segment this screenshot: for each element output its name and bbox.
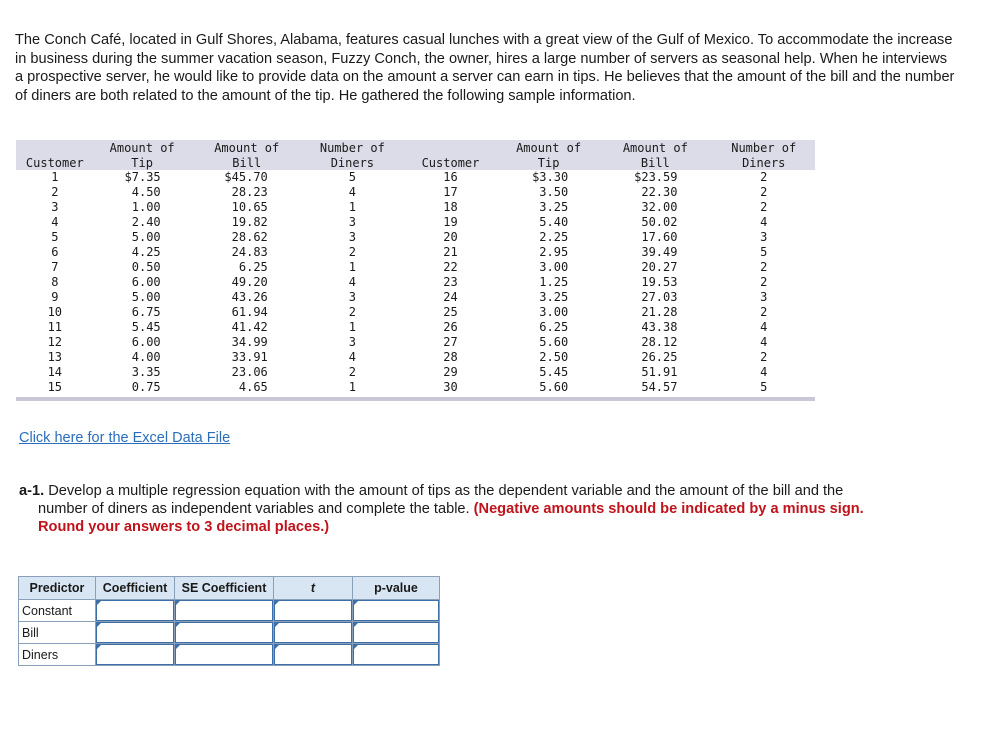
answer-header-t: t: [274, 577, 353, 600]
answer-row: [19, 600, 440, 622]
diners-cell: 1: [348, 320, 356, 334]
tip-cell: 5.00: [131, 230, 161, 244]
customer-cell: 6: [51, 245, 59, 259]
problem-intro: The Conch Café, located in Gulf Shores, Alabama, features casual lunches with a great view of the Gulf of Mexico. To accommodate the increase in business during the summer vacation season, Fuzzy Conch, the owner, hires a large number of servers as seasonal help. When he interviews a prospective server, he would like to provide data on the amount a server can earn in tips. He believes that the amount of the bill and the number of diners are both related to the amount of the tip. He gathered the following sample information.: [15, 32, 955, 104]
tip-cell: 5.45: [539, 365, 569, 379]
tip-cell: 5.60: [539, 335, 569, 349]
bill-cell: 61.94: [231, 305, 268, 319]
tip-cell: 3.00: [539, 260, 569, 274]
diners-cell: 3: [760, 230, 768, 244]
tip-cell: $3.30: [532, 170, 569, 184]
diners-cell: 2: [760, 305, 768, 319]
tip-cell: 6.00: [131, 335, 161, 349]
predictor-label: Diners: [19, 644, 96, 666]
data-row: [16, 275, 815, 290]
customer-cell: 24: [443, 290, 458, 304]
bill-cell: 33.91: [231, 350, 268, 364]
coefficient-input[interactable]: [96, 622, 174, 643]
regression-answer-table: [18, 576, 440, 666]
answer-header-p-value: p-value: [353, 577, 440, 600]
diners-cell: 3: [348, 230, 356, 244]
diners-cell: 5: [760, 245, 768, 259]
tip-cell: 3.00: [539, 305, 569, 319]
question-instruction: (Negative amounts should be indicated by a minus sign.: [473, 501, 864, 517]
bill-cell: 28.62: [231, 230, 268, 244]
bill-cell: 26.25: [641, 350, 678, 364]
bill-cell: 6.25: [238, 260, 268, 274]
tip-cell: 3.25: [539, 200, 569, 214]
customer-cell: 26: [443, 320, 458, 334]
header-customer: Customer: [16, 140, 94, 170]
bill-cell: 54.57: [598, 380, 712, 399]
data-row: [16, 230, 815, 245]
bill-cell: 32.00: [641, 200, 678, 214]
answer-row: [19, 644, 440, 666]
customer-cell: 11: [47, 320, 63, 334]
question-text: Develop a multiple regression equation with the amount of tips as the dependent variable and the amount of the bill and the: [48, 483, 844, 499]
data-row: [16, 320, 815, 335]
data-row: [16, 290, 815, 305]
diners-cell: 2: [760, 200, 768, 214]
tip-cell: 5.60: [499, 380, 598, 399]
tip-cell: 4.25: [131, 245, 161, 259]
header-bill: Amount of Bill: [191, 140, 303, 170]
tip-cell: 1.00: [131, 200, 161, 214]
t-input[interactable]: [274, 622, 352, 643]
p-value-input-cell: [353, 600, 440, 622]
tip-cell: 6.75: [131, 305, 161, 319]
diners-cell: 4: [348, 275, 356, 289]
bill-cell: 20.27: [641, 260, 678, 274]
answer-header-coefficient: Coefficient: [96, 577, 175, 600]
se-coefficient-input[interactable]: [175, 622, 273, 643]
customer-cell: 16: [443, 170, 458, 184]
data-row: [16, 200, 815, 215]
header-diners: Number of Diners: [303, 140, 402, 170]
data-row: [16, 380, 815, 399]
header-tip-2: Amount of Tip: [499, 140, 598, 170]
data-row: [16, 305, 815, 320]
diners-cell: 3: [348, 215, 356, 229]
answer-header-se-coefficient: SE Coefficient: [175, 577, 274, 600]
diners-cell: 1: [348, 260, 356, 274]
customer-cell: 2: [51, 185, 59, 199]
customer-cell: 7: [51, 260, 59, 274]
customer-cell: 10: [47, 305, 63, 319]
diners-cell: 2: [348, 245, 356, 259]
diners-cell: 1: [348, 200, 356, 214]
tip-cell: 6.00: [131, 275, 161, 289]
diners-cell: 2: [348, 305, 356, 319]
t-input-cell: [274, 622, 353, 644]
customer-cell: 12: [47, 335, 63, 349]
predictor-label: Bill: [19, 622, 96, 644]
customer-cell: 9: [51, 290, 59, 304]
data-row: [16, 260, 815, 275]
bill-cell: 19.53: [641, 275, 678, 289]
se-coefficient-input[interactable]: [175, 600, 273, 621]
se-coefficient-input-cell: [175, 644, 274, 666]
tip-cell: 2.50: [539, 350, 569, 364]
bill-cell: 17.60: [641, 230, 678, 244]
diners-cell: 4: [348, 185, 356, 199]
bill-cell: 24.83: [231, 245, 268, 259]
bill-cell: 43.26: [231, 290, 268, 304]
data-row: [16, 215, 815, 230]
header-diners-2: Number of Diners: [712, 140, 815, 170]
tip-cell: 2.95: [539, 245, 569, 259]
data-row: [16, 365, 815, 380]
customer-cell: 3: [51, 200, 59, 214]
tip-cell: 5.45: [131, 320, 161, 334]
data-row: [16, 170, 815, 185]
coefficient-input-cell: [96, 644, 175, 666]
predictor-label: Constant: [19, 600, 96, 622]
bill-cell: 49.20: [231, 275, 268, 289]
customer-cell: 22: [443, 260, 458, 274]
bill-cell: 21.28: [641, 305, 678, 319]
coefficient-input-cell: [96, 600, 175, 622]
question-text-2: number of diners as independent variables and complete the table.: [38, 501, 470, 517]
bill-cell: 41.42: [231, 320, 268, 334]
diners-cell: 2: [760, 185, 768, 199]
customer-cell: 5: [51, 230, 59, 244]
customer-cell: 27: [443, 335, 458, 349]
bill-cell: 34.99: [231, 335, 268, 349]
customer-cell: 14: [47, 365, 63, 379]
bill-cell: 19.82: [231, 215, 268, 229]
bill-cell: 27.03: [641, 290, 678, 304]
customer-cell: 25: [443, 305, 458, 319]
bill-cell: 10.65: [231, 200, 268, 214]
diners-cell: 1: [303, 380, 402, 399]
header-customer-2: Customer: [402, 140, 499, 170]
tip-cell: 4.50: [131, 185, 161, 199]
diners-cell: 2: [760, 170, 768, 184]
bill-cell: 28.12: [641, 335, 678, 349]
se-coefficient-input-cell: [175, 600, 274, 622]
bill-cell: 22.30: [641, 185, 678, 199]
data-row: [16, 335, 815, 350]
tips-data-table: [16, 140, 815, 401]
diners-cell: 3: [348, 290, 356, 304]
diners-cell: 4: [348, 350, 356, 364]
t-input-cell: [274, 644, 353, 666]
customer-cell: 23: [443, 275, 458, 289]
customer-cell: 20: [443, 230, 458, 244]
answer-row: [19, 622, 440, 644]
customer-cell: 28: [443, 350, 458, 364]
t-input[interactable]: [274, 644, 352, 665]
bill-cell: $45.70: [224, 170, 268, 184]
data-row: [16, 245, 815, 260]
p-value-input[interactable]: [353, 600, 439, 621]
diners-cell: 4: [760, 335, 768, 349]
diners-cell: 3: [760, 290, 768, 304]
tip-cell: 3.25: [539, 290, 569, 304]
question-a1: [19, 482, 939, 536]
coefficient-input-cell: [96, 622, 175, 644]
diners-cell: 2: [348, 365, 356, 379]
tip-cell: 2.40: [131, 215, 161, 229]
customer-cell: 21: [443, 245, 458, 259]
coefficient-input[interactable]: [96, 600, 174, 621]
bill-cell: 43.38: [641, 320, 678, 334]
tip-cell: 1.25: [539, 275, 569, 289]
question-label: a-1.: [19, 483, 45, 499]
customer-cell: 18: [443, 200, 458, 214]
tip-cell: 3.35: [131, 365, 161, 379]
data-table-header: [16, 140, 815, 170]
data-row: [16, 350, 815, 365]
p-value-input[interactable]: [353, 644, 439, 665]
customer-cell: 4: [51, 215, 59, 229]
diners-cell: 4: [760, 215, 768, 229]
diners-cell: 2: [760, 260, 768, 274]
diners-cell: 4: [760, 320, 768, 334]
customer-cell: 1: [51, 170, 59, 184]
customer-cell: 19: [443, 215, 458, 229]
tip-cell: 2.25: [539, 230, 569, 244]
header-tip: Amount of Tip: [94, 140, 191, 170]
diners-cell: 3: [348, 335, 356, 349]
p-value-input-cell: [353, 644, 440, 666]
t-input[interactable]: [274, 600, 352, 621]
excel-data-link[interactable]: Click here for the Excel Data File: [19, 430, 231, 446]
diners-cell: 5: [348, 170, 356, 184]
data-row: [16, 185, 815, 200]
p-value-input[interactable]: [353, 622, 439, 643]
customer-cell: 29: [443, 365, 458, 379]
bill-cell: 4.65: [191, 380, 303, 399]
customer-cell: 13: [47, 350, 63, 364]
tip-cell: 6.25: [539, 320, 569, 334]
question-instruction-2: Round your answers to 3 decimal places.): [38, 519, 330, 535]
p-value-input-cell: [353, 622, 440, 644]
answer-header-predictor: Predictor: [19, 577, 96, 600]
customer-cell: 8: [51, 275, 59, 289]
header-bill-2: Amount of Bill: [598, 140, 712, 170]
bill-cell: 28.23: [231, 185, 268, 199]
customer-cell: 15: [16, 380, 94, 399]
se-coefficient-input[interactable]: [175, 644, 273, 665]
customer-cell: 17: [443, 185, 458, 199]
tip-cell: 0.75: [94, 380, 191, 399]
coefficient-input[interactable]: [96, 644, 174, 665]
customer-cell: 30: [402, 380, 499, 399]
diners-cell: 2: [760, 350, 768, 364]
bill-cell: 39.49: [641, 245, 678, 259]
diners-cell: 5: [712, 380, 815, 399]
bill-cell: 50.02: [641, 215, 678, 229]
bill-cell: 23.06: [231, 365, 268, 379]
t-input-cell: [274, 600, 353, 622]
se-coefficient-input-cell: [175, 622, 274, 644]
diners-cell: 4: [760, 365, 768, 379]
tip-cell: 3.50: [539, 185, 569, 199]
bill-cell: 51.91: [641, 365, 678, 379]
tip-cell: 5.40: [539, 215, 569, 229]
tip-cell: 0.50: [131, 260, 161, 274]
diners-cell: 2: [760, 275, 768, 289]
tip-cell: 4.00: [131, 350, 161, 364]
tip-cell: $7.35: [124, 170, 161, 184]
tip-cell: 5.00: [131, 290, 161, 304]
bill-cell: $23.59: [634, 170, 678, 184]
